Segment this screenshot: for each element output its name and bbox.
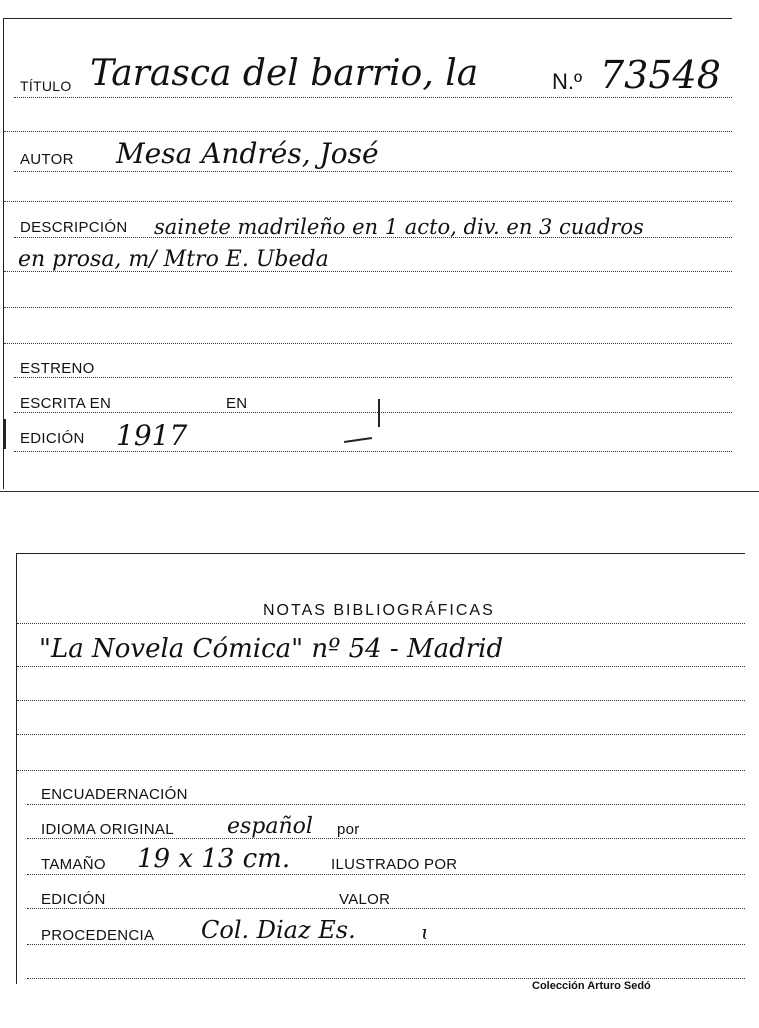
rule-line bbox=[17, 700, 745, 701]
escrita-en-label: ESCRITA EN bbox=[20, 395, 112, 412]
valor-label: VALOR bbox=[339, 891, 391, 908]
tamano-label: TAMAÑO bbox=[41, 856, 106, 873]
corner-mark bbox=[4, 419, 6, 449]
procedencia-label: PROCEDENCIA bbox=[41, 927, 155, 944]
edicion-label: EDICIÓN bbox=[20, 430, 85, 447]
autor-label: AUTOR bbox=[20, 151, 74, 168]
titulo-label: TÍTULO bbox=[20, 78, 72, 94]
estreno-label: ESTRENO bbox=[20, 360, 95, 377]
punch-mark bbox=[378, 399, 380, 427]
notas-heading: NOTAS BIBLIOGRÁFICAS bbox=[263, 602, 495, 619]
descripcion-line1: sainete madrileño en 1 acto, div. en 3 cuadros bbox=[154, 215, 644, 239]
rule-line bbox=[17, 666, 745, 667]
rule-line bbox=[4, 307, 732, 308]
idioma-label: IDIOMA ORIGINAL bbox=[41, 821, 174, 838]
descripcion-label: DESCRIPCIÓN bbox=[20, 219, 128, 236]
edicion-back-label: EDICIÓN bbox=[41, 891, 106, 908]
catalog-card-back bbox=[16, 553, 745, 984]
rule-line bbox=[4, 201, 732, 202]
por-label: por bbox=[337, 821, 360, 838]
rule-line bbox=[14, 412, 732, 413]
titulo-value: Tarasca del barrio, la bbox=[90, 53, 479, 94]
numero-prefix: N.º bbox=[552, 69, 583, 94]
rule-line bbox=[17, 623, 745, 624]
rule-line bbox=[27, 978, 745, 979]
nota-line1: "La Novela Cómica" nº 54 - Madrid bbox=[39, 634, 504, 664]
punch-mark bbox=[344, 437, 372, 443]
rule-line bbox=[4, 343, 732, 344]
rule-line bbox=[27, 908, 745, 909]
autor-value: Mesa Andrés, José bbox=[116, 137, 379, 170]
ilustrado-label: ILUSTRADO POR bbox=[331, 856, 458, 873]
rule-line bbox=[14, 377, 732, 378]
en-label: EN bbox=[226, 395, 248, 412]
numero-value: 73548 bbox=[600, 53, 721, 97]
rule-line bbox=[4, 131, 732, 132]
tamano-value: 19 x 13 cm. bbox=[137, 844, 291, 874]
catalog-card-front bbox=[3, 18, 732, 489]
coleccion-footer: Colección Arturo Sedó bbox=[532, 980, 651, 992]
rule-line bbox=[27, 838, 745, 839]
card-separator bbox=[0, 491, 759, 492]
rule-line bbox=[17, 770, 745, 771]
rule-line bbox=[17, 734, 745, 735]
idioma-value: español bbox=[227, 814, 313, 839]
rule-line bbox=[27, 944, 745, 945]
descripcion-line2: en prosa, m/ Mtro E. Ubeda bbox=[18, 247, 329, 272]
procedencia-value: Col. Diaz Es. bbox=[201, 916, 356, 944]
procedencia-mark: ɩ bbox=[421, 920, 429, 944]
rule-line bbox=[14, 171, 732, 172]
edicion-value: 1917 bbox=[116, 419, 188, 452]
rule-line bbox=[27, 804, 745, 805]
rule-line bbox=[14, 97, 732, 98]
rule-line bbox=[27, 874, 745, 875]
encuadernacion-label: ENCUADERNACIÓN bbox=[41, 786, 188, 803]
